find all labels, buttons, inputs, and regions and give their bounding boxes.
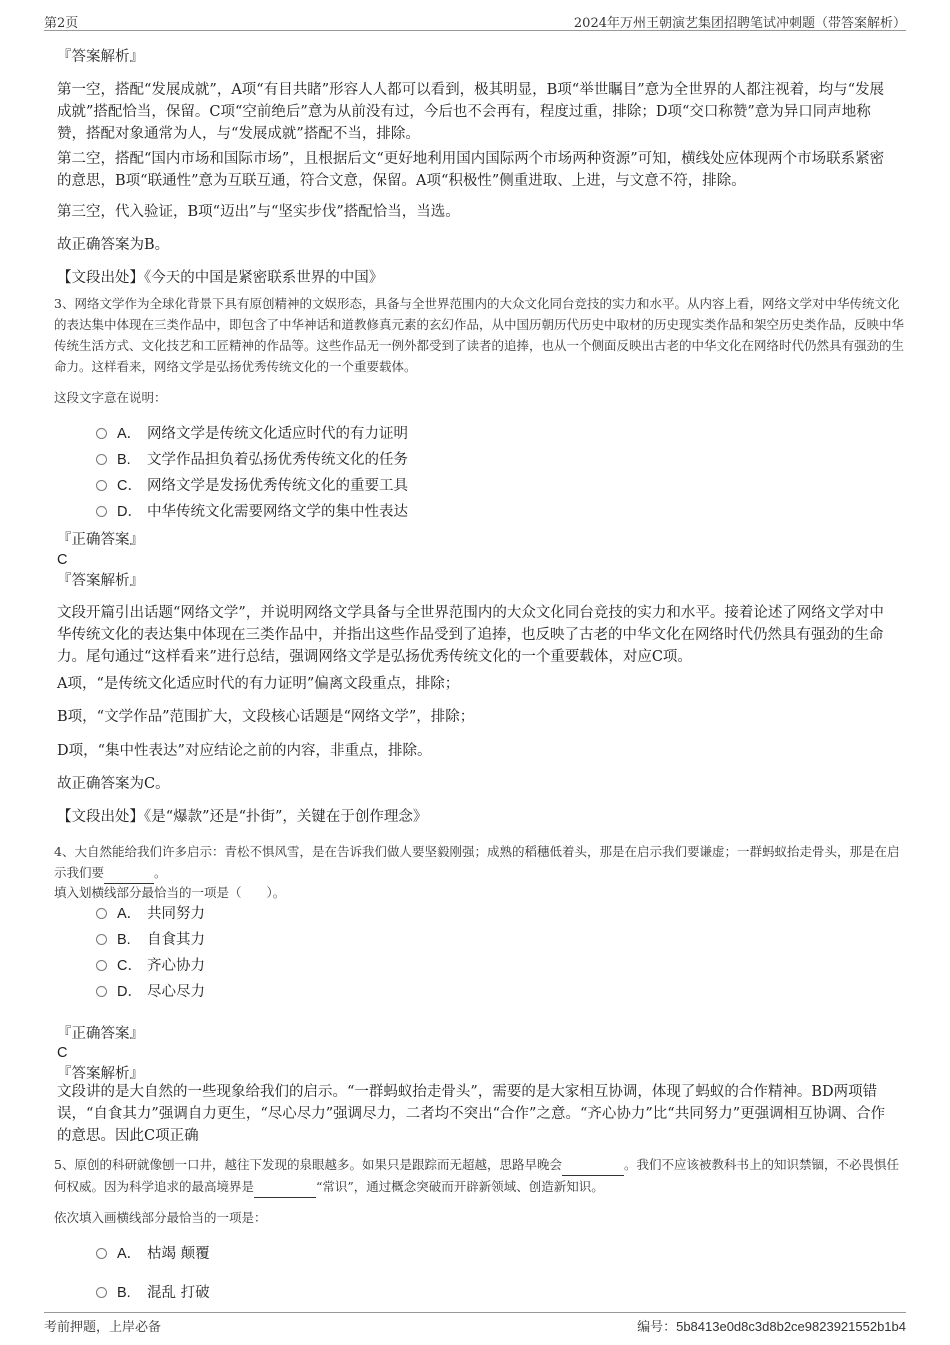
q2-conclusion: 故正确答案为B。 [57,237,170,253]
q4-answer: C [57,1045,68,1061]
q4-analysis-heading: 『答案解析』 [57,1066,144,1082]
q5-prompt: 依次填入画横线部分最恰当的一项是： [54,1210,267,1225]
radio-icon[interactable] [96,1248,107,1259]
q2-analysis-para3: 第三空，代入验证，B项“迈出”与“坚实步伐”搭配恰当，当选。 [57,204,460,220]
q2-analysis-heading: 『答案解析』 [57,49,144,65]
serial-number: 编号：5b8413e0d8c3d8b2ce9823921552b1b4 [637,1319,906,1335]
q3-option-b[interactable]: B. 文学作品担负着弘扬优秀传统文化的任务 [96,450,408,470]
radio-icon[interactable] [96,960,107,971]
q3-note-a: A项，“是传统文化适应时代的有力证明”偏离文段重点，排除； [57,676,460,692]
radio-icon[interactable] [96,1287,107,1298]
radio-icon[interactable] [96,506,107,517]
q3-analysis-heading: 『答案解析』 [57,573,144,589]
page-header [44,8,906,31]
radio-icon[interactable] [96,908,107,919]
q3-answer-heading: 『正确答案』 [57,532,144,548]
q2-source: 【文段出处】《今天的中国是紧密联系世界的中国》 [57,270,384,286]
fill-blank [104,862,154,884]
q2-analysis-para1: 第一空，搭配“发展成就”，A项“有目共睹”形容人人都可以看到，极其明显，B项“举世瞩目”意为全世界的人都注视着，均与“发展成就”搭配恰当，保留。C项“空前绝后”意为从前没有过，今后也不会再有，程度过重，排除；D项“交口称赞”意为异口同声地称赞，搭配对象通常为人，与“发展成就”搭配不当，排除。 [57,82,885,142]
q2-analysis-para2: 第二空，搭配“国内市场和国际市场”，且根据后文“更好地利用国内国际两个市场两种资源”可知，横线处应体现两个市场联系紧密的意思，B项“联通性”意为互联互通，符合文意，保留。A项“积极性”侧重进取、上进，与文意不符，排除。 [57,151,885,189]
radio-icon[interactable] [96,454,107,465]
q5-option-a[interactable]: A． 枯竭 颠覆 [96,1244,210,1264]
q4-option-c[interactable]: C． 齐心协力 [96,956,205,976]
q4-analysis: 文段讲的是大自然的一些现象给我们的启示。“一群蚂蚁抬走骨头”，需要的是大家相互协调，体现了蚂蚁的合作精神。BD两项错误，“自食其力”强调自力更生，“尽心尽力”强调尽力，二者均不突出“合作”之意。“齐心协力”比“共同努力”更强调相互协调、合作的意思。因此C项正确 [57,1084,886,1144]
q3-prompt: 这段文字意在说明： [54,390,167,405]
q4-option-b[interactable]: B. 自食其力 [96,930,205,950]
q5-option-b[interactable]: B. 混乱 打破 [96,1283,210,1303]
radio-icon[interactable] [96,934,107,945]
q4-option-d[interactable]: D． 尽心尽力 [96,982,205,1002]
radio-icon[interactable] [96,986,107,997]
q3-note-b: B项，“文学作品”范围扩大，文段核心话题是“网络文学”，排除； [57,709,475,725]
q3-option-d[interactable]: D． 中华传统文化需要网络文学的集中性表达 [96,502,408,522]
q4-answer-heading: 『正确答案』 [57,1026,144,1042]
page-number: 第2页 [44,16,79,31]
q4-prompt: 填入划横线部分最恰当的一项是（ ）。 [54,885,286,900]
fill-blank [562,1154,624,1176]
q4-option-a[interactable]: A． 共同努力 [96,904,205,924]
q3-source: 【文段出处】《是“爆款”还是“扑街”，关键在于创作理念》 [57,809,428,825]
q3-answer: C [57,552,68,568]
q5-stem: 5、原创的科研就像刨一口井，越往下发现的泉眼越多。如果只是跟踪而无超越，思路早晚会 。我们不应该被教科书上的知识禁锢，不必畏惧任何权威。因为科学追求的最高境界是 “常识”，通过概念突破而开辟新领域、创造新知识。 [54,1154,904,1198]
q3-analysis: 文段开篇引出话题“网络文学”，并说明网络文学具备与全世界范围内的大众文化同台竞技的实力和水平。接着论述了网络文学对中华传统文化的表达集中体现在三类作品中，并指出这些作品受到了追捧，也反映了古老的中华文化在网络时代仍然具有强劲的生命力。尾句通过“这样看来”进行总结，强调网络文学是弘扬优秀传统文化的一个重要载体，对应C项。 [57,605,884,665]
q4-stem: 4、大自然能给我们许多启示：青松不惧风雪，是在告诉我们做人要坚毅刚强；成熟的稻穗低着头，那是在启示我们要谦虚；一群蚂蚁抬走骨头，那是在启示我们要 。 [54,841,904,884]
q3-conclusion: 故正确答案为C。 [57,776,170,792]
q3-stem: 3、网络文学作为全球化背景下具有原创精神的文娱形态，具备与全世界范围内的大众文化同台竞技的实力和水平。从内容上看，网络文学对中华传统文化的表达集中体现在三类作品中，即包含了中华神话和道教修真元素的玄幻作品，从中国历朝历代历史中取材的历史现实类作品和架空历史类作品，反映中华传统生活方式、文化技艺和工匠精神的作品等。这些作品无一例外都受到了读者的追捧，也从一个侧面反映出古老的中华文化在网络时代仍然具有强劲的生命力。这样看来，网络文学是弘扬优秀传统文化的一个重要载体。 [54,296,905,374]
radio-icon[interactable] [96,428,107,439]
radio-icon[interactable] [96,480,107,491]
page-footer [44,1312,906,1335]
q3-option-a[interactable]: A． 网络文学是传统文化适应时代的有力证明 [96,424,408,444]
fill-blank [254,1176,316,1198]
q3-option-c[interactable]: C． 网络文学是发扬优秀传统文化的重要工具 [96,476,408,496]
document-title: 2024年万州王朝演艺集团招聘笔试冲刺题（带答案解析） [573,16,906,31]
footer-slogan: 考前押题，上岸必备 [44,1320,162,1335]
q3-note-d: D项，“集中性表达”对应结论之前的内容，非重点，排除。 [57,743,432,759]
